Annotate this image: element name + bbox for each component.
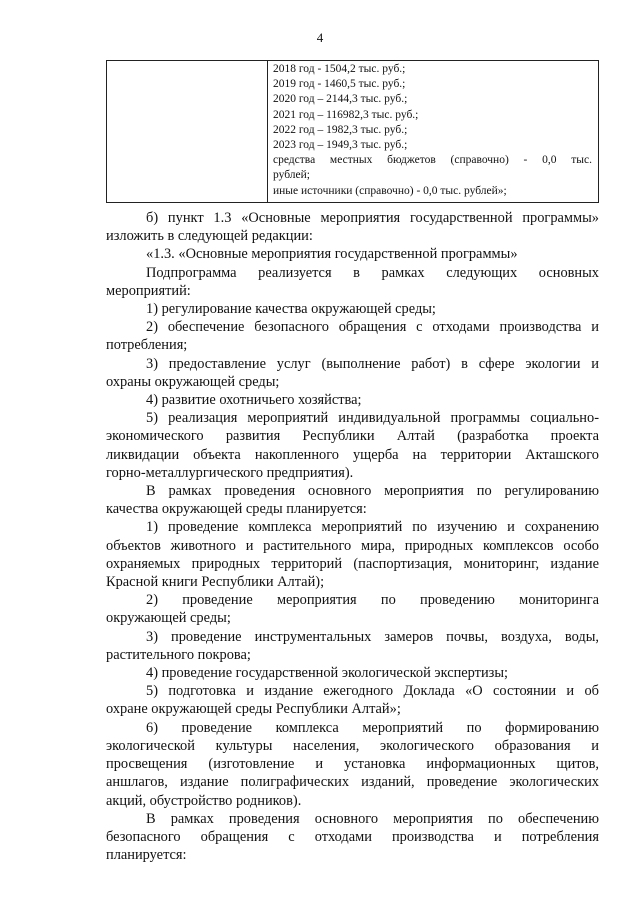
list-item-continuation: акций, обустройство родников). xyxy=(106,792,302,809)
text-line: В рамках проведения основного мероприятия по регулированию xyxy=(146,483,599,500)
text-line: Подпрограмма реализуется в рамках следующих основных xyxy=(146,264,599,281)
list-item-continuation: потребления; xyxy=(106,337,188,354)
text-line: безопасного обращения с отходами производства и потребления xyxy=(106,828,599,845)
funding-line-2021: 2021 год – 116982,3 тыс. руб.; xyxy=(273,108,419,121)
funding-line-local-budgets-unit: рублей; xyxy=(273,169,310,182)
list-item-continuation: растительного покрова; xyxy=(106,646,251,663)
text-line: изложить в следующей редакции: xyxy=(106,228,313,245)
list-item-continuation: Красной книги Республики Алтай); xyxy=(106,574,325,591)
list-item-continuation: аншлагов, издание полиграфических изданий, проведение экологических xyxy=(106,774,599,791)
list-item: 4) развитие охотничьего хозяйства; xyxy=(146,392,362,409)
table-funding-cell xyxy=(268,61,599,203)
list-item-continuation: охраняемых природных территорий (паспортизация, мониторинг, издание xyxy=(106,555,599,572)
funding-line-2019: 2019 год - 1460,5 тыс. руб.; xyxy=(273,78,406,91)
page-number: 4 xyxy=(316,30,324,45)
list-item: 4) проведение государственной экологической экспертизы; xyxy=(146,665,509,682)
list-item-continuation: горно-металлургического предприятия). xyxy=(106,464,354,481)
list-item-continuation: охраны окружающей среды; xyxy=(106,373,280,390)
list-item-continuation: ликвидации объекта накопленного ущерба на территории Акташского xyxy=(106,446,599,463)
funding-table xyxy=(106,60,599,203)
list-item: 5) подготовка и издание ежегодного Доклада «О состоянии и об xyxy=(146,683,599,700)
list-item: 2) проведение мероприятия по проведению мониторинга xyxy=(146,592,599,609)
funding-line-local-budgets: средства местных бюджетов (справочно) - 0,0 тыс. xyxy=(273,154,592,167)
list-item: 1) регулирование качества окружающей среды; xyxy=(146,301,436,318)
document-body xyxy=(106,209,599,864)
list-item-continuation: просвещения (изготовление и установка информационных щитов, xyxy=(106,756,599,773)
list-item: 2) обеспечение безопасного обращения с отходами производства и xyxy=(146,319,599,336)
funding-line-2018: 2018 год - 1504,2 тыс. руб.; xyxy=(273,63,406,75)
text-line: б) пункт 1.3 «Основные мероприятия государственной программы» xyxy=(146,210,599,226)
text-line: качества окружающей среды планируется: xyxy=(106,501,367,518)
table-label-cell xyxy=(107,61,268,203)
list-item-continuation: окружающей среды; xyxy=(106,610,231,627)
text-line: мероприятий: xyxy=(106,282,191,299)
list-item: 6) проведение комплекса мероприятий по формированию xyxy=(146,719,599,736)
list-item: 3) проведение инструментальных замеров почвы, воздуха, воды, xyxy=(146,628,599,645)
list-item: 3) предоставление услуг (выполнение работ) в сфере экологии и xyxy=(146,355,599,372)
funding-line-2023: 2023 год – 1949,3 тыс. руб.; xyxy=(273,139,408,152)
section-heading: «1.3. «Основные мероприятия государственной программы» xyxy=(146,246,518,263)
list-item: 1) проведение комплекса мероприятий по изучению и сохранению xyxy=(146,519,599,536)
list-item-continuation: объектов животного и растительного мира, природных комплексов особо xyxy=(106,537,599,554)
list-item: 5) реализация мероприятий индивидуальной программы социально- xyxy=(146,410,599,427)
funding-line-other-sources: иные источники (справочно) - 0,0 тыс. рублей»; xyxy=(273,184,507,197)
list-item-continuation: охране окружающей среды Республики Алтай»; xyxy=(106,701,401,718)
list-item-continuation: экологической культуры населения, экологического образования и xyxy=(106,737,599,754)
text-line: В рамках проведения основного мероприятия по обеспечению xyxy=(146,810,599,827)
funding-line-2020: 2020 год – 2144,3 тыс. руб.; xyxy=(273,93,408,106)
text-line: планируется: xyxy=(106,847,187,864)
table-row xyxy=(107,61,599,203)
list-item-continuation: экономического развития Республики Алтай (разработка проекта xyxy=(106,428,599,445)
funding-line-2022: 2022 год – 1982,3 тыс. руб.; xyxy=(273,123,408,136)
